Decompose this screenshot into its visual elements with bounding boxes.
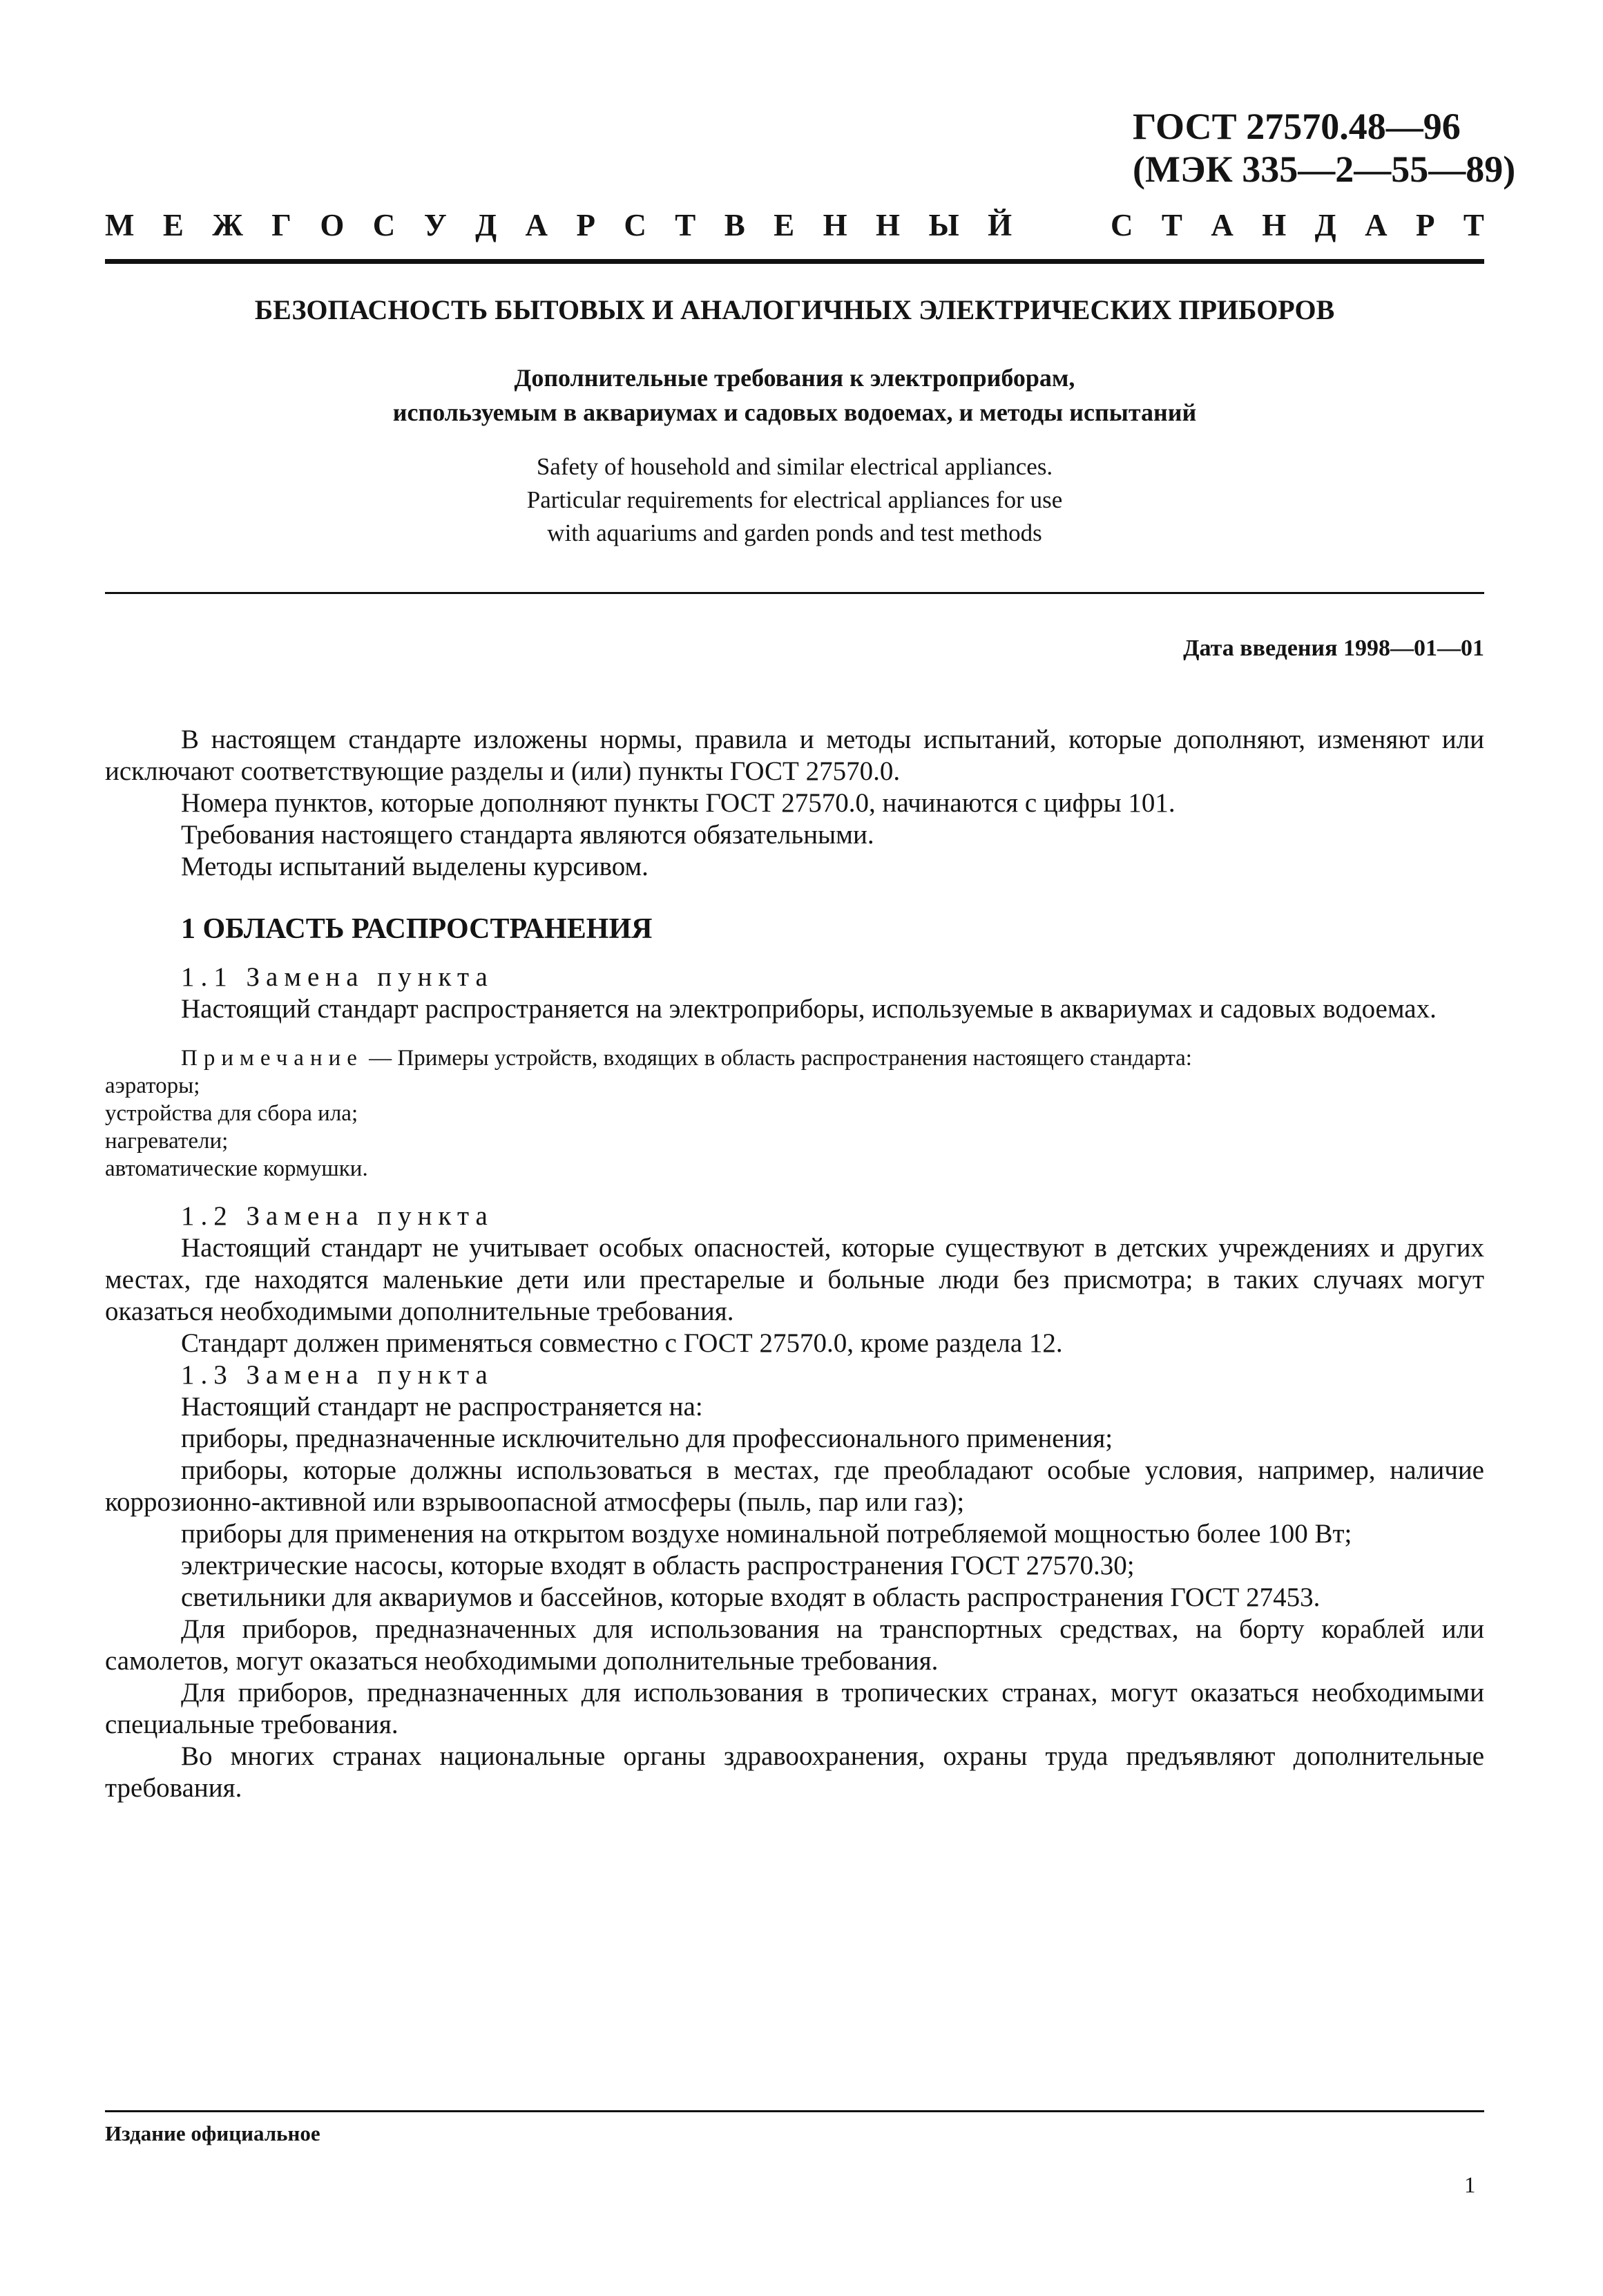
clause-label: 1.3 Замена пункта	[181, 1360, 494, 1390]
banner-letter: Д	[475, 208, 497, 242]
clause-text: Настоящий стандарт не учитывает особых опасностей, которые существуют в детских учреждениях и других местах, где находятся маленькие дети или престарелые и больные люди без присмотра; в таких случаях могут оказаться необходимыми дополнительные требования.	[105, 1233, 1484, 1326]
note-block	[105, 1044, 1484, 1183]
clause-text: приборы, предназначенные исключительно для профессионального применения;	[181, 1424, 1113, 1453]
english-title-line: Particular requirements for electrical appliances for use	[526, 486, 1063, 513]
banner-letter: Р	[576, 208, 595, 242]
banner-letter: М	[105, 208, 135, 242]
intro-paragraph: Номера пунктов, которые дополняют пункты ГОСТ 27570.0, начинаются с цифры 101.	[181, 788, 1175, 818]
clause-text: Настоящий стандарт распространяется на электроприборы, используемые в аквариумах и садовых водоемах.	[181, 994, 1437, 1024]
note-heading	[105, 1044, 1484, 1072]
banner-letter: А	[1365, 208, 1388, 242]
title-divider	[105, 592, 1484, 594]
english-title-line: with aquariums and garden ponds and test methods	[547, 519, 1042, 546]
clause-label: 1.1 Замена пункта	[181, 962, 494, 992]
banner-letter: Г	[271, 208, 291, 242]
english-title	[105, 450, 1484, 550]
standard-code-gost: ГОСТ 27570.48—96	[1133, 106, 1461, 147]
standard-code	[1133, 105, 1515, 191]
clause-text: Во многих странах национальные органы здравоохранения, охраны труда предъявляют дополнительные требования.	[105, 1741, 1484, 1803]
banner-letter: С	[1110, 208, 1133, 242]
banner-letter: Т	[675, 208, 696, 242]
note-item: устройства для сбора ила;	[105, 1101, 358, 1126]
clause-text: приборы, которые должны использоваться в местах, где преобладают особые условия, например, наличие коррозионно-активной или взрывоопасной атмосферы (пыль, пар или газ);	[105, 1455, 1484, 1517]
banner-letter: А	[525, 208, 548, 242]
banner-letter: Ж	[212, 208, 243, 242]
footer-divider	[105, 2110, 1484, 2112]
subtitle-line: Дополнительные требования к электроприборам,	[514, 364, 1075, 392]
page-number: 1	[1464, 2173, 1476, 2198]
english-title-line: Safety of household and similar electrical appliances.	[536, 453, 1053, 480]
banner-letter: Ы	[928, 208, 959, 242]
note-item: автоматические кормушки.	[105, 1156, 368, 1181]
header-divider	[105, 259, 1484, 264]
standard-code-iec: (МЭК 335—2—55—89)	[1133, 149, 1516, 190]
note-item: нагреватели;	[105, 1129, 229, 1154]
clause-text: Для приборов, предназначенных для использования на транспортных средствах, на борту кораблей или самолетов, могут оказаться необходимыми дополнительные требования.	[105, 1614, 1484, 1676]
section-heading: 1 ОБЛАСТЬ РАСПРОСТРАНЕНИЯ	[181, 913, 653, 945]
clause-text: светильники для аквариумов и бассейнов, которые входят в область распространения ГОСТ 27453.	[181, 1582, 1321, 1612]
banner-letter: Т	[1463, 208, 1484, 242]
document-body	[105, 724, 1484, 1804]
document-title: БЕЗОПАСНОСТЬ БЫТОВЫХ И АНАЛОГИЧНЫХ ЭЛЕКТРИЧЕСКИХ ПРИБОРОВ	[254, 294, 1335, 325]
clause-text: Для приборов, предназначенных для использования в тропических странах, могут оказаться необходимыми специальные требования.	[105, 1678, 1484, 1739]
clause-text: Стандарт должен применяться совместно с ГОСТ 27570.0, кроме раздела 12.	[181, 1328, 1063, 1358]
banner-letter: О	[320, 208, 345, 242]
banner-letter: Н	[876, 208, 901, 242]
standard-type-banner	[105, 207, 1484, 243]
note-item: аэраторы;	[105, 1073, 200, 1098]
clause-text: Настоящий стандарт не распространяется на:	[181, 1392, 703, 1422]
banner-letter: У	[423, 208, 447, 242]
banner-letter: Е	[162, 208, 184, 242]
intro-paragraph: Методы испытаний выделены курсивом.	[181, 852, 649, 881]
banner-letter: А	[1211, 208, 1234, 242]
banner-letter: С	[624, 208, 646, 242]
banner-letter: Н	[823, 208, 847, 242]
banner-letter: С	[372, 208, 396, 242]
banner-letter: Д	[1314, 208, 1336, 242]
banner-letter: Н	[1262, 208, 1287, 242]
introduction-date: Дата введения 1998—01—01	[1183, 635, 1484, 661]
note-text: — Примеры устройств, входящих в область распространения настоящего стандарта:	[363, 1046, 1192, 1071]
subtitle-line: используемым в аквариумах и садовых водоемах, и методы испытаний	[392, 399, 1197, 426]
banner-letter: Р	[1415, 208, 1435, 242]
note-label: Примечание	[181, 1046, 363, 1071]
edition-label: Издание официальное	[105, 2121, 320, 2145]
clause-label: 1.2 Замена пункта	[181, 1201, 494, 1231]
clause-text: электрические насосы, которые входят в область распространения ГОСТ 27570.30;	[181, 1551, 1135, 1580]
banner-letter: Й	[988, 208, 1012, 242]
intro-paragraph: Требования настоящего стандарта являются обязательными.	[181, 820, 874, 850]
document-subtitle	[105, 361, 1484, 430]
banner-letter: В	[724, 208, 745, 242]
banner-letter: Т	[1161, 208, 1182, 242]
banner-letter: Е	[774, 208, 795, 242]
intro-paragraph: В настоящем стандарте изложены нормы, правила и методы испытаний, которые дополняют, изменяют или исключают соответствующие разделы и (или) пункты ГОСТ 27570.0.	[105, 725, 1484, 786]
clause-text: приборы для применения на открытом воздухе номинальной потребляемой мощностью более 100 Вт;	[181, 1519, 1352, 1549]
